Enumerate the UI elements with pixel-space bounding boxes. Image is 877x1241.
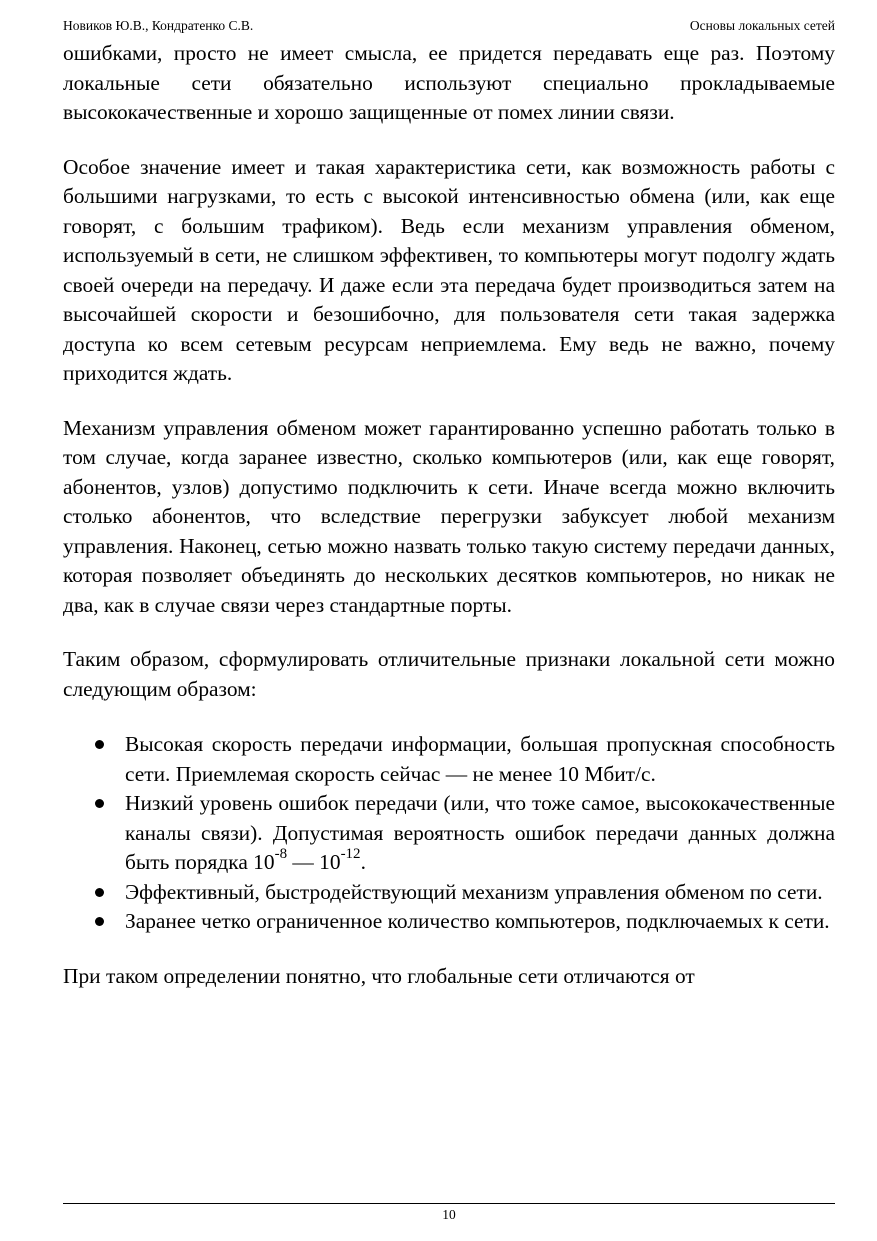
paragraph-3: Механизм управления обменом может гарантированно успешно работать только в том случае, когда заранее известно, сколько компьютеров (или, как еще говорят, абонентов, узлов) допустимо подключить к сети. Иначе всегда можно включить столько абонентов, что вследствие перегрузки забуксует любой механизм управления. Наконец, сетью можно назвать только такую систему передачи данных, которая позволяет объединять до нескольких десятков компьютеров, но никак не два, как в случае связи через стандартные порты. [63,415,835,617]
page-header [63,17,835,35]
bullet-dot-icon [95,888,104,897]
list-item [125,878,835,908]
header-authors: Новиков Ю.В., Кондратенко С.В. [63,18,254,33]
header-book-title: Основы локальных сетей [689,18,835,33]
list-item [125,907,835,937]
list-item-text: Низкий уровень ошибок передачи (или, что тоже самое, высококачественные каналы связи). Допустимая вероятность ошибок передачи данных должна быть порядка 10 [125,791,835,874]
list-item [125,730,835,789]
list-item-text: Заранее четко ограниченное количество компьютеров, подключаемых к сети. [125,909,830,933]
paragraph-last: При таком определении понятно, что глобальные сети отличаются от [63,963,695,988]
paragraph-1: ошибками, просто не имеет смысла, ее придется передавать еще раз. Поэтому локальные сети обязательно используют специально прокладываемые высококачественные и хорошо защищенные от помех линии связи. [63,41,835,124]
footer-divider [63,1203,835,1204]
page-body [63,39,835,991]
exponent: -12 [340,845,361,862]
paragraph-2: Особое значение имеет и такая характеристика сети, как возможность работы с большими нагрузками, то есть с высокой интенсивностью обмена (или, как еще говорят, с большим трафиком). Ведь если механизм управления обменом, используемый в сети, не слишком эффективен, то компьютеры могут подолгу ждать своей очереди на передачу. И даже если эта передача будет производиться затем на высочайшей скорости и безошибочно, для пользователя сети такая задержка доступа ко всем сетевым ресурсам неприемлема. Ему ведь не важно, почему приходится ждать. [63,154,835,385]
page-number: 10 [442,1207,456,1222]
exponent: -8 [274,845,288,862]
bullet-dot-icon [95,799,104,808]
features-list [63,730,835,937]
list-item-text-end: . [360,850,366,874]
paragraph-4: Таким образом, сформулировать отличительные признаки локальной сети можно следующим образом: [63,647,835,701]
list-item [125,789,835,878]
list-item-text: Эффективный, быстродействующий механизм управления обменом по сети. [125,879,823,904]
list-item-text-mid: — 10 [287,850,341,874]
bullet-dot-icon [95,917,104,926]
list-item-text: Высокая скорость передачи информации, большая пропускная способность сети. Приемлемая скорость сейчас — не менее 10 Мбит/с. [125,732,835,786]
bullet-dot-icon [95,740,104,749]
